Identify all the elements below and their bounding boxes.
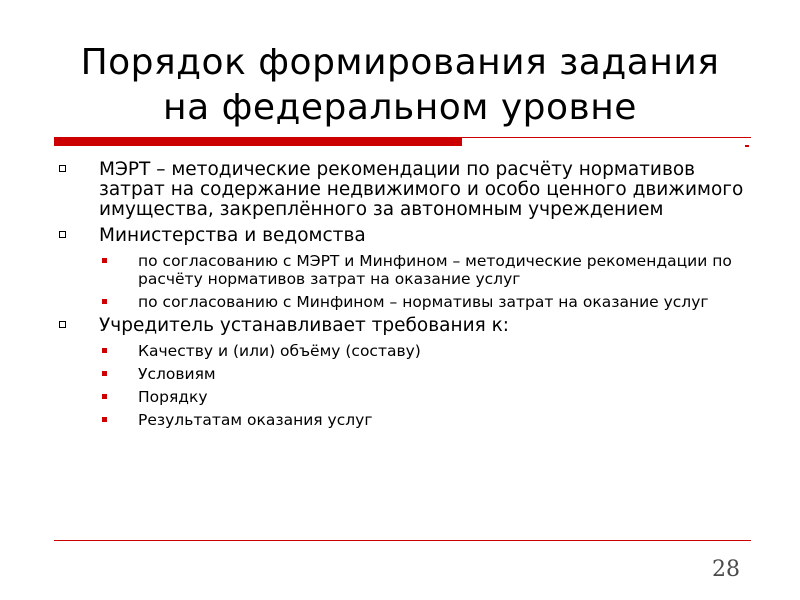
title-divider-thick [54, 137, 462, 146]
slide-title-line-2: на федеральном уровне [163, 87, 637, 128]
list-item [58, 316, 758, 336]
slide-title-line-1: Порядок формирования задания [80, 42, 720, 83]
red-square-bullet-icon [102, 299, 107, 304]
sub-list-item-text: по согласованию с Минфином – нормативы затрат на оказание услуг [138, 293, 709, 311]
red-square-bullet-icon [102, 258, 107, 263]
red-square-bullet-icon [102, 371, 107, 376]
list-item [58, 160, 758, 220]
red-square-bullet-icon [102, 348, 107, 353]
title-divider-mark [745, 145, 749, 147]
list-item-text: Учредитель устанавливает требования к: [99, 315, 510, 336]
sub-list-item [58, 252, 758, 288]
sub-list-item-text: по согласованию с МЭРТ и Минфином – методические рекомендации по расчёту нормативов затрат на оказание услуг [138, 252, 732, 288]
bullet-list [58, 160, 758, 434]
list-item [58, 226, 758, 246]
sub-list-item [58, 388, 758, 406]
list-item-text: Министерства и ведомства [99, 225, 366, 246]
page-number: 28 [712, 557, 740, 582]
sub-list-item [58, 293, 758, 311]
sub-list-item-text: Порядку [138, 388, 208, 406]
slide-title [0, 40, 800, 130]
sub-list-item-text: Качеству и (или) объёму (составу) [138, 342, 421, 360]
sub-list-item [58, 342, 758, 360]
red-square-bullet-icon [102, 394, 107, 399]
sub-list-item-text: Результатам оказания услуг [138, 411, 373, 429]
sub-list-item [58, 365, 758, 383]
hollow-square-bullet-icon [59, 321, 66, 328]
hollow-square-bullet-icon [59, 165, 66, 172]
hollow-square-bullet-icon [59, 231, 66, 238]
sub-list-item-text: Условиям [138, 365, 216, 383]
red-square-bullet-icon [102, 417, 107, 422]
footer-divider [54, 540, 751, 541]
list-item-text: МЭРТ – методические рекомендации по расчёту нормативов затрат на содержание недвижимого и особо ценного движимого имущества, закреплённого за автономным учреждением [99, 159, 744, 220]
sub-list-item [58, 411, 758, 429]
